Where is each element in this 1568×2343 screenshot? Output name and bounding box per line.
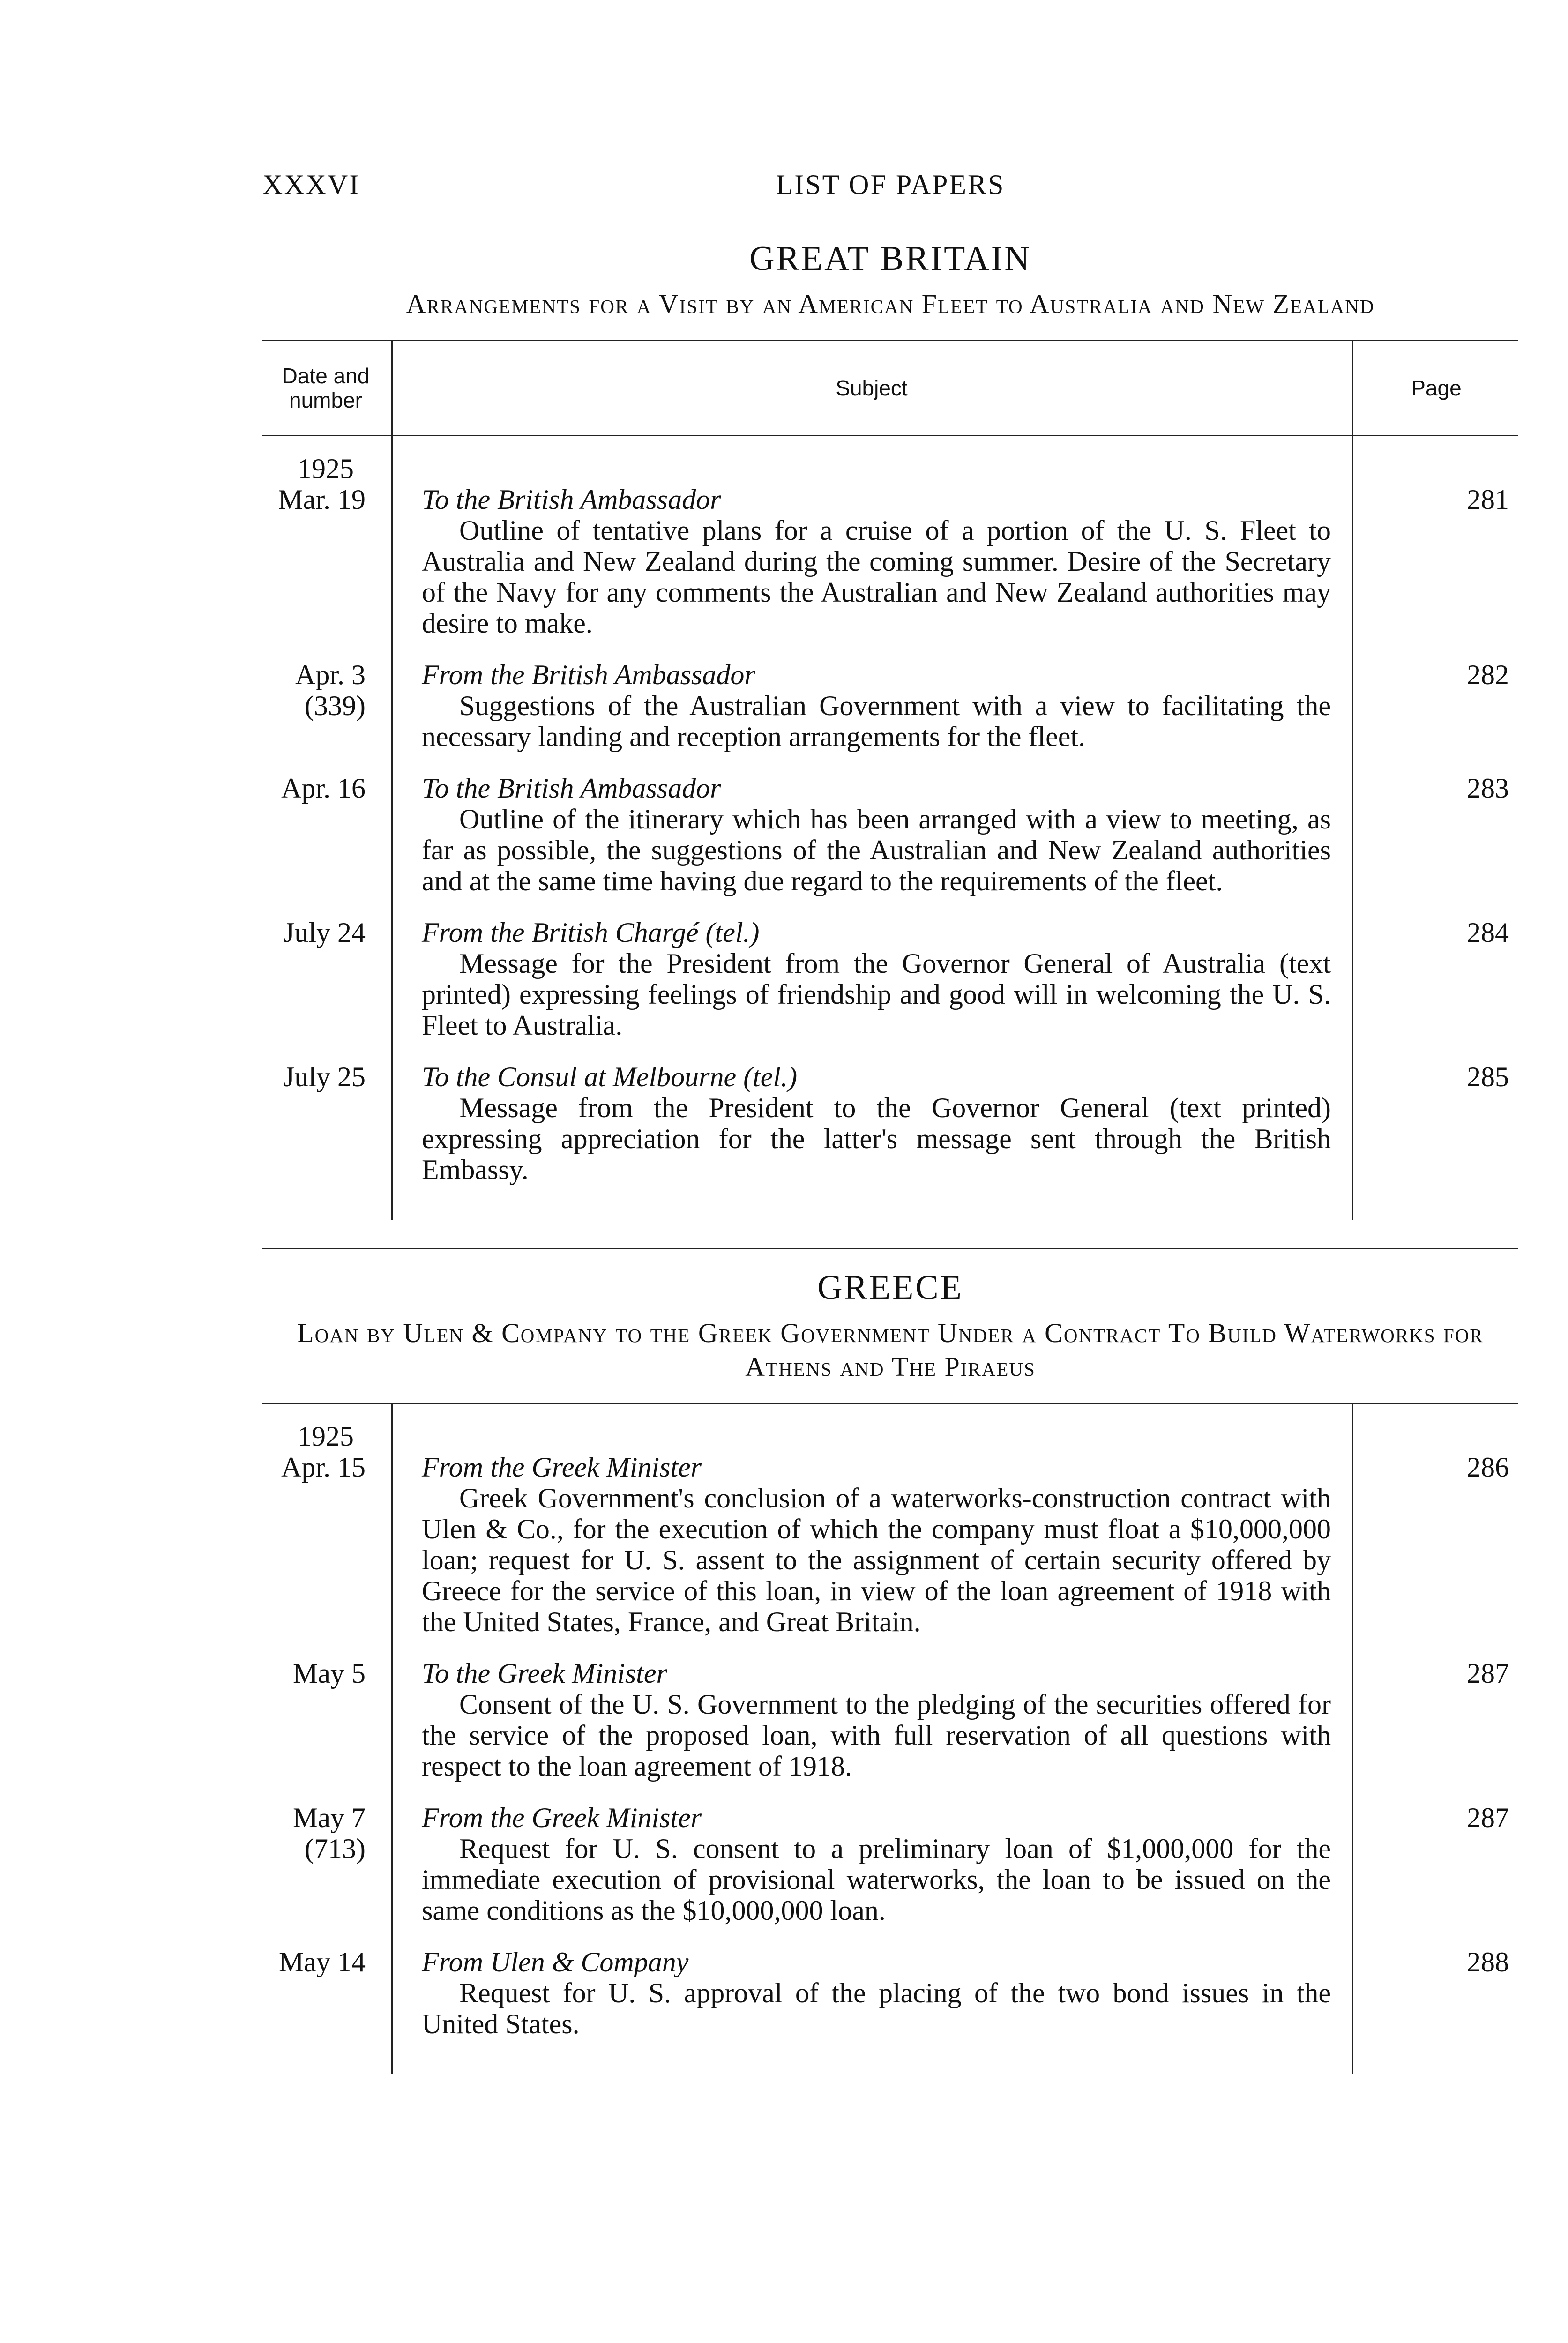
country-heading: GREAT BRITAIN [749,239,1031,278]
page-column-header: Page [1411,376,1462,400]
entry-date: Mar. 19 [278,484,366,515]
entry-date: May 7 (713) [293,1802,366,1864]
entry-date: May 14 [279,1947,366,1977]
section-divider [262,1248,1518,1249]
entry-date: Apr. 15 [281,1452,366,1483]
document-page [262,169,1518,2074]
entry-correspondent: From the British Ambassador [422,659,755,690]
country-heading: GREECE [817,1269,963,1307]
entry-description: Message for the President from the Governor General of Australia (text printed) expressing feelings of friendship and good will in welcoming the U. S. Fleet to Australia. [422,948,1331,1041]
entry-subject [394,1658,1350,1782]
entry-correspondent: To the British Ambassador [422,773,721,804]
table-body [262,436,1518,1220]
entry-subject [394,484,1350,639]
entry-description: Outline of tentative plans for a cruise of a portion of the U. S. Fleet to Australia and New Zealand during the coming summer. Desire of the Secretary of the Navy for any comments the Australian and New Zealand authorities may desire to make. [422,515,1331,639]
table-row [262,1802,1518,1926]
entry-subject [394,1947,1350,2039]
entry-date: Apr. 16 [281,773,366,804]
entry-date: May 5 [293,1658,366,1689]
section-greece [262,1268,1518,2074]
entry-correspondent: To the Greek Minister [422,1658,667,1689]
year-label: 1925 [298,453,354,484]
entry-subject [394,1452,1350,1637]
table-row [262,917,1518,1041]
entry-subject [394,1802,1350,1926]
entry-date: July 25 [283,1061,366,1092]
entry-correspondent: From the Greek Minister [422,1802,702,1833]
entry-page: 288 [1467,1947,1509,1977]
entry-description: Request for U. S. consent to a preliminary loan of $1,000,000 for the immediate execution of provisional waterworks, the loan to be issued on the same conditions as the $10,000,000 loan. [422,1833,1331,1926]
entry-date: Apr. 3 (339) [295,659,366,721]
column-divider [1352,341,1353,435]
table-row [262,1061,1518,1185]
entry-subject [394,1061,1350,1185]
section-great-britain [262,239,1518,1249]
entry-description: Request for U. S. approval of the placing of the two bond issues in the United States. [422,1977,1331,2039]
entry-page: 284 [1467,917,1509,948]
entry-page: 282 [1467,659,1509,690]
table-row [262,659,1518,752]
entry-correspondent: From Ulen & Company [422,1947,689,1977]
papers-table [262,340,1518,1220]
table-row [262,1658,1518,1782]
running-title: LIST OF PAPERS [776,169,1005,200]
subject-column-header: Subject [836,376,908,400]
table-header [262,341,1518,436]
section-title: Loan by Ulen & Company to the Greek Government Under a Contract To Build Waterworks for Athens and The Piraeus [297,1318,1484,1382]
page-folio: XXXVI [262,169,360,200]
entry-page: 281 [1467,484,1509,515]
papers-table [262,1403,1518,2074]
column-divider [391,341,393,435]
entry-correspondent: From the British Chargé (tel.) [422,917,760,948]
table-row [262,1452,1518,1637]
running-head [262,169,1518,220]
entry-description: Outline of the itinerary which has been arranged with a view to meeting, as far as possible, the suggestions of the Australian and New Zealand authorities and at the same time having due regard to the requirements of the fleet. [422,804,1331,896]
year-label: 1925 [298,1421,354,1452]
table-body [262,1404,1518,2074]
table-row [262,1947,1518,2039]
entry-correspondent: From the Greek Minister [422,1452,702,1483]
entry-subject [394,917,1350,1041]
entry-page: 283 [1467,773,1509,804]
entry-page: 287 [1467,1802,1509,1833]
entry-description: Suggestions of the Australian Government with a view to facilitating the necessary landing and reception arrangements for the fleet. [422,690,1331,752]
entry-page: 285 [1467,1061,1509,1092]
entry-subject [394,659,1350,752]
table-row [262,484,1518,639]
entry-correspondent: To the Consul at Melbourne (tel.) [422,1061,798,1092]
table-row [262,773,1518,896]
entry-description: Greek Government's conclusion of a waterworks-construction contract with Ulen & Co., for the execution of which the company must float a $10,000,000 loan; request for U. S. assent to the assignment of certain security offered by Greece for the service of this loan, in view of the loan agreement of 1918 with the United States, France, and Great Britain. [422,1483,1331,1637]
entry-description: Consent of the U. S. Government to the pledging of the securities offered for the service of the proposed loan, with full reservation of all questions with respect to the loan agreement of 1918. [422,1689,1331,1782]
entry-date: July 24 [283,917,366,948]
entry-description: Message from the President to the Governor General (text printed) expressing appreciation for the latter's message sent through the British Embassy. [422,1092,1331,1185]
entry-page: 286 [1467,1452,1509,1483]
section-title: Arrangements for a Visit by an American Fleet to Australia and New Zealand [406,289,1375,319]
entry-correspondent: To the British Ambassador [422,484,721,515]
date-column-header: Date and number [282,364,370,412]
entry-subject [394,773,1350,896]
entry-page: 287 [1467,1658,1509,1689]
